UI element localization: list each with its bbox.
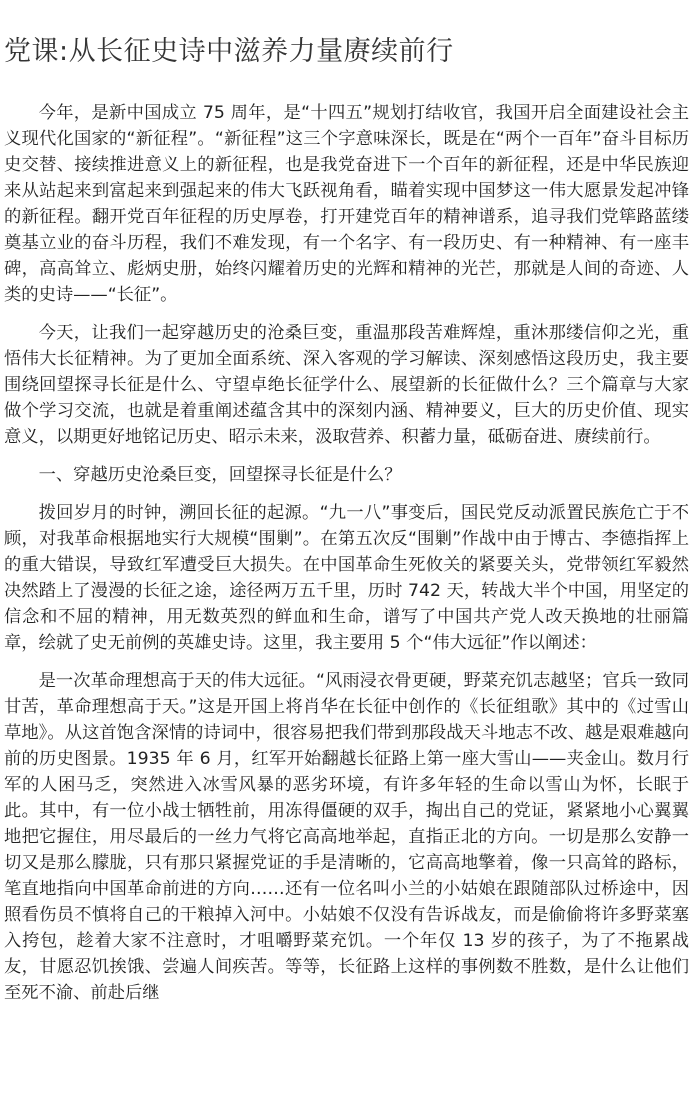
paragraph-intro: 今年，是新中国成立 75 周年，是“十四五”规划打结收官，我国开启全面建设社会主义现代化国家的“新征程”。“新征程”这三个字意味深长，既是在“两个一百年”奋斗目标历史交替、接续推进意义上的新征程，也是我党奋进下一个百年的新征程，还是中华民族迎来从站起来到富起来到强起来的伟大飞跃视角看，瞄着实现中国梦这一伟大愿景发起冲锋的新征程。翻开党百年征程的历史厚卷，打开建党百年的精神谱系，追寻我们党筚路蓝缕奠基立业的奋斗历程，我们不难发现，有一个名字、有一段历史、有一种精神、有一座丰碑，高高耸立、彪炳史册，始终闪耀着历史的光辉和精神的光芒，那就是人间的奇迹、人类的史诗——“长征”。 xyxy=(4,103,689,305)
paragraph-expedition-1: 是一次革命理想高于天的伟大远征。“风雨浸衣骨更硬，野菜充饥志越坚；官兵一致同甘苦，革命理想高于天。”这是开国上将肖华在长征中创作的《长征组歌》其中的《过雪山草地》。从这首饱含深情的诗词中，很容易把我们带到那段战天斗地志不改、越是艰难越向前的历史图景。1935 年 6 月，红军开始翻越长征路上第一座大雪山——夹金山。数月行军的人困马乏，突然进入冰雪风暴的恶劣环境，有许多年轻的生命以雪山为怀，长眠于此。其中，有一位小战士牺牲前，用冻得僵硬的双手，掏出自己的党证，紧紧地小心翼翼地把它握住，用尽最后的一丝力气将它高高地举起，直指正北的方向。一切是那么安静一切又是那么朦胧，只有那只紧握党证的手是清晰的，它高高地擎着，像一只高耸的路标，笔直地指向中国革命前进的方向……还有一位名叫小兰的小姑娘在跟随部队过桥途中，因照看伤员不慎将自己的干粮掉入河中。小姑娘不仅没有告诉战友，而是偷偷将许多野菜塞入挎包，趁着大家不注意时，才咀嚼野菜充饥。一个年仅 13 岁的孩子，为了不拖累战友，甘愿忍饥挨饿、尝遍人间疾苦。等等，长征路上这样的事例数不胜数，是什么让他们至死不渝、前赴后继 xyxy=(4,671,689,1003)
article-title: 党课:从长征史诗中滋养力量赓续前行 xyxy=(4,36,454,67)
paragraph-origin: 拨回岁月的时钟，溯回长征的起源。“九一八”事变后，国民党反动派置民族危亡于不顾，对我革命根据地实行大规模“围剿”。在第五次反“围剿”作战中由于博古、李德指挥上的重大错误，导致红军遭受巨大损失。在中国革命生死攸关的紧要关头，党带领红军毅然决然踏上了漫漫的长征之途，途径两万五千里，历时 742 天，转战大半个中国，用坚定的信念和不屈的精神，用无数英烈的鲜血和生命，谱写了中国共产党人改天换地的壮丽篇章，绘就了史无前例的英雄史诗。这里，我主要用 5 个“伟大远征”作以阐述： xyxy=(4,503,689,653)
paragraph-overview: 今天，让我们一起穿越历史的沧桑巨变，重温那段苦难辉煌，重沐那缕信仰之光，重悟伟大长征精神。为了更加全面系统、深入客观的学习解读、深刻感悟这段历史，我主要围绕回望探寻长征是什么、守望卓绝长征学什么、展望新的长征做什么？三个篇章与大家做个学习交流，也就是着重阐述蕴含其中的深刻内涵、精神要义，巨大的历史价值、现实意义，以期更好地铭记历史、昭示未来，汲取营养、积蓄力量，砥砺奋进、赓续前行。 xyxy=(4,323,689,447)
section-heading-1: 一、穿越历史沧桑巨变，回望探寻长征是什么？ xyxy=(38,465,402,485)
